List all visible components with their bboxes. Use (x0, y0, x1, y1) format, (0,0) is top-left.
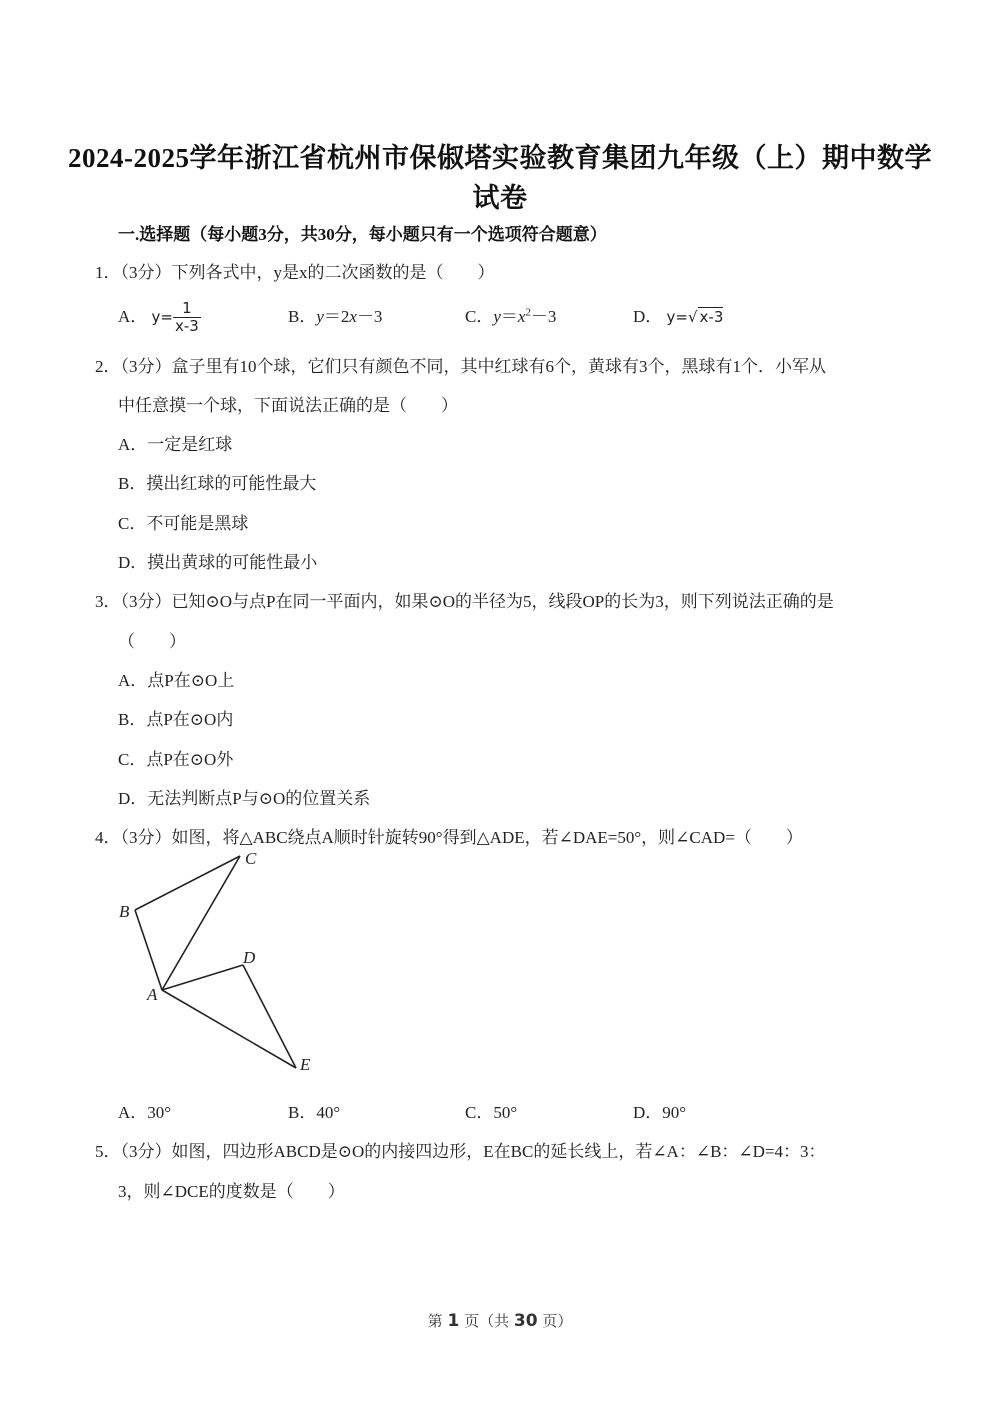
option-text: 不可能是黑球 (146, 514, 249, 533)
q4-option-a (118, 1098, 171, 1123)
option-label: D． (118, 789, 148, 808)
question-3 (95, 587, 834, 612)
option-formula: y=√ x-3 (666, 308, 724, 326)
option-label: D． (118, 553, 148, 572)
question-1 (95, 258, 495, 283)
question-number: 3． (95, 592, 121, 611)
option-formula: y＝2x－3 (316, 307, 383, 326)
footer-mid: 页（共 (464, 1312, 510, 1330)
option-label: B． (288, 1103, 317, 1122)
question-score: （3分） (120, 263, 172, 282)
option-text: 无法判断点P与⊙O的位置关系 (147, 789, 371, 808)
option-label: A． (118, 307, 148, 326)
exam-title-line2: 试卷 (472, 183, 528, 213)
question-number: 2． (95, 357, 121, 376)
option-text: 点P在⊙O内 (146, 710, 234, 729)
question-number: 4． (95, 828, 121, 847)
point-label-e: E (300, 1055, 311, 1074)
q4-option-b (288, 1098, 340, 1123)
total-page-count: 30 (513, 1311, 538, 1331)
q4-option-c (465, 1098, 517, 1123)
question-number: 1． (95, 263, 121, 282)
point-label-b: B (119, 902, 130, 921)
point-label-d: D (243, 948, 256, 967)
footer-suffix: 页） (542, 1312, 573, 1330)
page-footer (0, 1310, 1000, 1331)
q2-option-b (118, 469, 316, 494)
option-label: A． (118, 671, 148, 690)
q3-option-a (118, 666, 234, 691)
question-text: 如图，将△ABC绕点A顺时针旋转90°得到△ADE，若∠DAE=50°，则∠CAD=（ ） (171, 828, 803, 847)
option-label: C． (118, 514, 147, 533)
q1-option-d (633, 302, 723, 327)
question-text: 盒子里有10个球，它们只有颜色不同，其中红球有6个，黄球有3个，黑球有1个．小军从 (171, 357, 826, 376)
option-formula: $y=x^2-3$ (493, 306, 557, 326)
question-score: （3分） (120, 1142, 172, 1161)
q1-option-a (118, 300, 201, 335)
option-label: C． (465, 307, 494, 326)
option-label: A． (118, 1103, 148, 1122)
question-score: （3分） (120, 592, 172, 611)
point-label-a: A (147, 985, 158, 1004)
q2-option-a (118, 430, 232, 455)
option-text: 点P在⊙O上 (147, 671, 235, 690)
question-2-cont: 中任意摸一个球，下面说法正确的是（ ） (118, 396, 458, 415)
option-label: D． (633, 307, 663, 326)
option-label: B． (288, 307, 317, 326)
option-text: 30° (147, 1103, 172, 1122)
option-text: 50° (493, 1103, 518, 1122)
current-page-number: 1 (447, 1311, 460, 1331)
question-text: 下列各式中，y是x的二次函数的是（ ） (171, 263, 495, 282)
question-5 (95, 1137, 826, 1162)
q3-option-c (118, 745, 233, 770)
q3-option-b (118, 705, 233, 730)
q4-option-d (633, 1098, 686, 1123)
option-label: C． (118, 750, 147, 769)
option-text: 90° (662, 1103, 687, 1122)
option-text: 摸出黄球的可能性最小 (147, 553, 318, 572)
question-2 (95, 352, 826, 377)
footer-prefix: 第 (427, 1312, 443, 1330)
option-formula: y= $\frac{1}{x-3}$ (151, 299, 199, 335)
option-label: B． (118, 474, 147, 493)
q2-option-d (118, 548, 317, 573)
q1-option-b (288, 302, 382, 327)
question-5-cont: 3，则∠DCE的度数是（ ） (118, 1182, 345, 1201)
option-text: 摸出红球的可能性最大 (146, 474, 317, 493)
option-text: 40° (316, 1103, 341, 1122)
question-text: 已知⊙O与点P在同一平面内，如果⊙O的半径为5，线段OP的长为3，则下列说法正确的是 (171, 592, 834, 611)
question-3-cont: （ ） (118, 632, 186, 651)
exam-title-line1: 2024-2025学年浙江省杭州市保俶塔实验教育集团九年级（上）期中数学 (68, 143, 932, 173)
question-score: （3分） (120, 357, 172, 376)
option-text: 一定是红球 (147, 435, 233, 454)
option-label: D． (633, 1103, 663, 1122)
q3-option-d (118, 784, 370, 809)
option-text: 点P在⊙O外 (146, 750, 234, 769)
question-text: 如图，四边形ABCD是⊙O的内接四边形，E在BC的延长线上，若∠A：∠B：∠D=4：3： (171, 1142, 826, 1161)
triangle-rotation-figure (100, 840, 340, 1080)
q1-option-c (465, 302, 556, 327)
q2-option-c (118, 509, 248, 534)
option-label: B． (118, 710, 147, 729)
section-heading: 一.选择题（每小题3分，共30分，每小题只有一个选项符合题意） (118, 225, 607, 244)
point-label-c: C (245, 849, 257, 868)
option-label: C． (465, 1103, 494, 1122)
question-score: （3分） (120, 828, 172, 847)
option-label: A． (118, 435, 148, 454)
question-number: 5． (95, 1142, 121, 1161)
